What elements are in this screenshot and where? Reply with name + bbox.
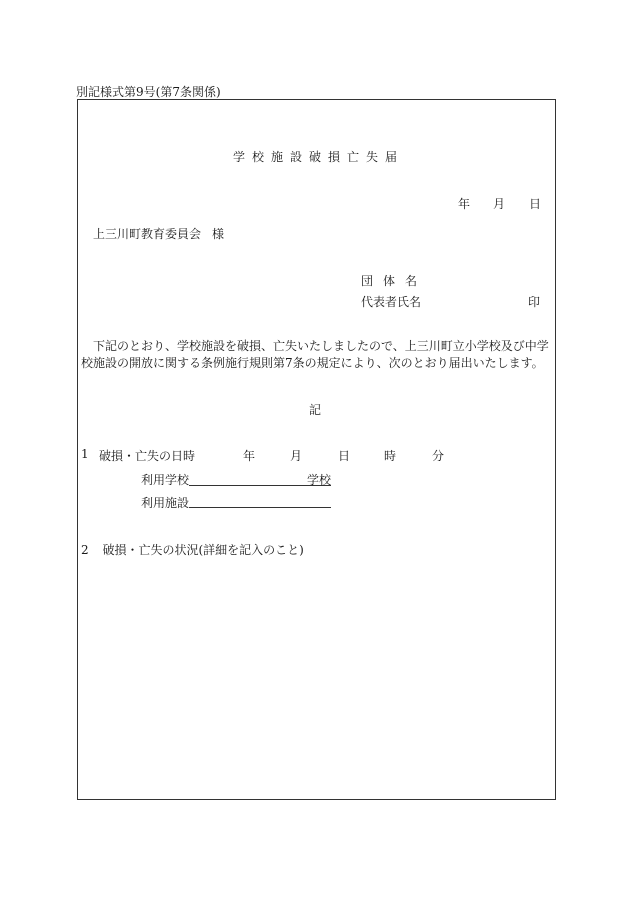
form-title: 学校施設破損亡失届 xyxy=(232,150,404,164)
item1-day-label: 日 xyxy=(338,449,351,463)
item1-month-label: 月 xyxy=(290,449,303,463)
item2 xyxy=(81,541,304,558)
addressee: 上三川町教育委員会 xyxy=(93,227,202,241)
date-year-label: 年 xyxy=(458,197,471,211)
item1-hour-label: 時 xyxy=(384,449,397,463)
seal-mark: 印 xyxy=(528,295,541,309)
representative-name-label: 代表者氏名 xyxy=(361,295,422,309)
date-month-label: 月 xyxy=(493,197,506,211)
school-suffix: 学校 xyxy=(307,473,332,487)
item1-minute-label: 分 xyxy=(432,449,445,463)
facility-fill-line[interactable] xyxy=(189,507,331,508)
item1-year-label: 年 xyxy=(243,449,256,463)
date-day-label: 日 xyxy=(529,197,542,211)
item2-number: 2 xyxy=(81,543,89,557)
addressee-honorific: 様 xyxy=(212,227,225,241)
item1-label: 破損・亡失の日時 xyxy=(99,449,196,463)
body-paragraph: 下記のとおり、学校施設を破損、亡失いたしましたので、上三川町立小学校及び中学校施設の開放に関する条例施行規則第7条の規定により、次のとおり届出いたします。 xyxy=(81,339,549,370)
item1-number: 1 xyxy=(81,447,89,461)
organization-name-label: 団体名 xyxy=(361,274,428,288)
form-number-label: 別記様式第9号(第7条関係) xyxy=(76,85,221,99)
item2-label: 破損・亡失の状況(詳細を記入のこと) xyxy=(102,543,304,557)
facility-label: 利用施設 xyxy=(141,496,190,510)
school-label: 利用学校 xyxy=(141,473,190,487)
ki-heading: 記 xyxy=(308,403,321,417)
